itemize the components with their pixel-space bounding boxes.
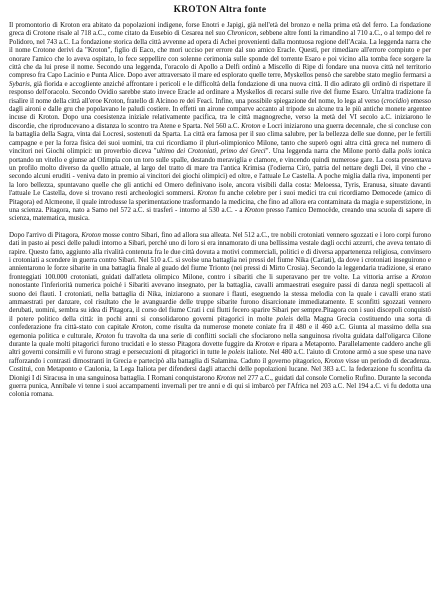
text-run: ) emesso dagli aironi e dalle gru che popolavano le paludi costiere. In effetti un airone comparve accanto al tripode su alcune tra le più antiche monete argentee incuse di Kroton. Dopo una coesistenza iniziale relativamente pacifica, tra le città magnogreche, verso la metà del VI secolo a.C. iniziarono le discordie, che riproducevano a distanza lo scontro tra Atene e Sparta. Nel 560 a.C. [9,96,432,130]
italic-text-run: crocidio [383,96,407,105]
text-run: , già fiorida e accogliente anziché affrontare i pericoli e le difficoltà della fondazione di una nuova città. Il dio adirato gli ordinò di rispettare il responso dell'oracolo. Secondo Ovidio sarebbe stato invece Eracle ad ordinare a Myskellos di recarsi sulle rive del fiume Esaro. Un'altra tradizione fa risalire il nome della città all'eroe Kroton, fratello di Alcinoo re dei Feaci. Infine, una possibile spiegazione del nome, lo lega al verso ( [9,79,431,105]
italic-text-run: polis [398,147,412,156]
italic-text-run: Kroton [131,323,152,332]
text-run: Dopo l'arrivo di Pitagora, [9,230,82,239]
text-run: italiote. Nel 480 a.C. l'aiuto di Crotone armò a sue spese una nave rafforzando i contrasti dimostranti in Grecia e partecipò alla battaglia di Salamina. Caduto il governo pitagorico, [9,348,431,365]
paragraph-gap [9,223,431,231]
page-title: KROTON Altra fonte [173,5,267,15]
text-run: nonostante l'inferiorità numerica poiché i Sibariti avevano insegnato, per la battaglia, cavalli ammaestrati eseguire passi di danza negli spettacoli al suono dei flauti. I crotoniati, nella battaglia di Nika, iniziarono a suonare i flauti, eseguendo la stessa melodia con la quale i cavalli erano stati ammaestrati per danzare, col risultato che le avanguardie delle truppe sibarite furono disarcionate immediatamente. E sconfitti sgozzati vennero derubati, uomini, sembra su idea di Pitagora, il corso del fiume Crati i cui flutti fecero sparire Sibari per sempre.Pitagora con i suoi discepoli conquistò il potere politico della città: in pochi anni si consolidarono governi pitagorici in molte [9,281,431,323]
text-run: e ripara a Metaponto. Parallelamente caddero anche gli altri governi consimili e vi furono stragi e persecuzioni di pitagorici in tutte le [9,340,431,357]
text-run: fu anche celebre per i suoi medici tra cui ricordiamo Democede (amico di Pitagora) ed Alcmeone, il quale introdusse la sperimentazione trasformando la medicina, che fino ad allora era contaminata da magia e superstizione, in una scienza. Pitagora, nato a Samo nel 572 a.C. si trasferì - intorno al 530 a.C. - a [9,189,431,214]
italic-text-run: Kroton [244,205,264,214]
italic-text-run: Kroton [241,121,261,130]
italic-text-run: Chronicon [227,29,257,38]
paragraph-2 [9,231,431,399]
italic-text-run: poleis [276,314,293,323]
text-run: e Locri iniziarono una guerra decennale, che si concluse con la battaglia della Sagra, vinta dai Locresi, sostenuti da Sparta. La città era famosa per il suo clima salubre, per la bellezza delle sue donne, per le fertili campagne e per la forza fisica dei suoi uomini, tra cui ricordiamo il pluri-olimpionico Milone, tanto che superò ogni altra città greca nel numero di vincitori nei Giochi olimpici: un proverbio diceva " [9,121,431,156]
italic-text-run: ultimo dei Crotoniati, primo dei Greci [156,147,266,156]
italic-text-run: Kroton [324,356,344,365]
italic-text-run: Kroton [197,189,217,198]
text-run: , sebbene altre fonti la rimandino al 710 a.C., o al tempo del re Polidoro, nel 743 a.C. La fondazione storica della città avvenne ad opera di Achei provenienti dalla montuosa regione dell'Acaia. La leggenda narra che il nome Crotone derivi da "Kroton", figlio di Eaco, che morì ucciso per errore dal suo amico Eracle. Questi, per rimediare all'errore compiuto e per onorare l'amico che lo aveva ospitato, lo fece seppellire con solenne cerimonia sulle sponde del torrente Esaro e poi vicino alla tomba fece sorgere la città che da lui prese il nome. Secondo una leggenda, l'oracolo di Apollo a Delfi ordinò a Miscello di Ripe di fondare una nuova città nel territorio compreso fra Capo Lacinio e Punta Alice. Dopo aver attraversato il mare ed esplorato quelle terre, Myskellos pensò che sarebbe stato meglio fermarsi a [9,29,432,80]
text-run: della Magna Grecia costituendo una sorta di confederazione fra città-stato con capitale [9,314,431,332]
text-run: , come risulta da numerose monete coniate fra il 480 e il 460 a.C. Giunta al massimo della sua egemonia politica e culturale, [9,323,431,340]
italic-text-run: Kroton [95,331,116,340]
italic-text-run: Kroton [411,272,431,281]
italic-text-run: poleis [228,348,245,357]
text-run: mosse contro Sibari, fino ad allora sua alleata. Nel 512 a.C., tre nobili crotoniati vennero sgozzati e i loro corpi furono dati in pasto ai pesci delle paludi intorno a Sibari, perché uno di loro si era innamorato di una bellissima vestale dagli occhi azzurri, che aveva tentato di rapire. Questo fatto, aggiunto alla rivalità contenuta fra le due città dovuta a motivi commerciali, politici e di diversa appartenenza religiosa, convinsero i crotoniati a scendere in guerra contro Sibari. Nel 510 a.C. si svolse una battaglia nei pressi del fiume Nika (Carìati), da dove i crotoniati inseguirono e annientarono le forze sibarite in una battaglia finale al guado del fiume Trionto (nei pressi di Mirto Crosia). Secondo la leggendaria tradizione, si erano fronteggiati 100.000 crotoniati, guidati dall'atleta olimpico Milone, contro i sibariti che li superavano per tre volte. La vittoria arrise a [9,230,431,281]
italic-text-run: Kroton [81,230,101,239]
text-run: visse un periodo di decadenza. Costituì, con Metaponto e Caulonia, la Lega Italiota per difendersi dagli attacchi delle popolazioni lucane. Nel 383 a.C. la federazione fu sconfitta da Dionigi I di Siracusa in una sanguinosa battaglia. I Romani conquistarono [9,356,431,382]
italic-text-run: Sybaris [9,79,30,88]
italic-text-run: Kroton [255,340,275,349]
text-run: ionica portando un vitello e giunse ad Olimpia con un toro sulle spalle, destando meraviglia e clamore, e vincendo quindi numerose gare. La costa presentava un profilo molto diverso da quello attuale, al largo del tratto di mare tra l'antica Krimisa (l'odierna Cirò, patria del nettare degli Dei, il vino che - secondo alcuni eruditi - veniva dato in premio ai vincitori dei giochi olimpici) ed oltre, e l'attuale Le Castella. A poche miglia dalla riva, imponenti per la loro bellezza, spuntavano quelle che gli antichi ed Omero definivano isole, ancora visibili dalla costa: Meloessa, Tyris, Eranusa, situate davanti l'attuale Le Castella, dove si trovano resti archeologici sommersi. [9,147,432,198]
text-run: Il promontorio di Kroton era abitato da popolazioni indigene, forse Enotri e Japigi, già nell'età del bronzo e nella prima età del ferro. La fondazione greca di Crotone risale al 718 a.C., come citato da Eusebio di Cesarea nel suo [9,21,431,38]
text-run: presso l'amico Democède, creando una scuola di sapere di scienza, matematica, musica. [9,205,431,223]
text-run: nel 277 a.C., guidati dal console Cornelio Rufino. Durante la seconda guerra punica, Annibale vi tenne i suoi accampamenti invernali per tre anni e di qui si imbarcò per l'Africa nel 203 a.C. Nel 194 a.C. vi fu dedotta una colonia romana. [9,373,431,399]
italic-text-run: Kroton [216,373,236,382]
text-run: fu travolta da una serie di conflitti sociali che sfociarono nella sanguinosa rivolta guidata dall'oligarca Cilone durante la quale molti pitagorici furono trucidati e lo stesso Pitagora dovette fuggire da [9,331,431,349]
text-run: ". Una leggenda narra che Milone portò dalla [265,147,399,156]
paragraph-1 [9,21,431,223]
